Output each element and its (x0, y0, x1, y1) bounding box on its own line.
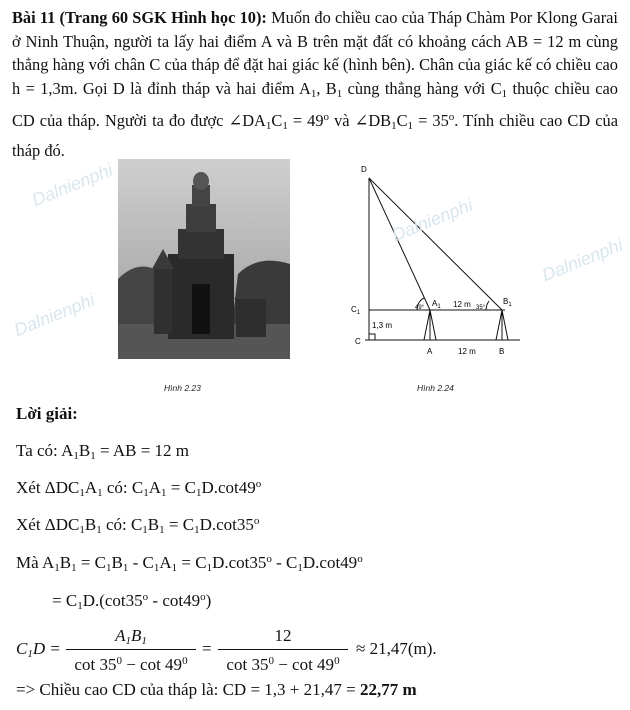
sub: 1 (310, 87, 317, 100)
watermark: Dalnienphi (29, 159, 116, 211)
solution-formula (14, 625, 614, 675)
solution-line-3: Xét $\Delta DC_1B_1$ có: $C_1B_1 = C_1D.\cot 35^o$ (16, 515, 260, 536)
label-a: A (427, 347, 433, 356)
degree: o (323, 111, 330, 124)
label-angle-b: 35° (476, 305, 486, 311)
problem-text: và ∠DB (329, 111, 392, 131)
final-answer: => Chiều cao CD của tháp là: CD = 1,3 + 21,47 = 22,77 m (16, 680, 417, 699)
label-bottom-length: 12 m (458, 347, 476, 356)
sub: 1 (265, 120, 272, 133)
fraction-1: $A_1B_1$ $\cot 35^0 - \cot 49^0$ (66, 625, 196, 674)
label-b: B (499, 347, 505, 356)
problem-text: = 49 (287, 111, 324, 131)
problem-text: C (271, 111, 283, 131)
problem-text: thuộc chiều cao CD của tháp. Người ta đo được ∠DA (12, 78, 618, 131)
solution-line-5: = $C_1D.(\cot 35^o - \cot 49^o)$ (52, 591, 212, 612)
sight-line-b1 (369, 178, 502, 310)
formula-approx: ≈ 21,47(m). (356, 639, 437, 658)
sub: 1 (407, 120, 414, 133)
watermark: Dalnienphi (539, 234, 626, 286)
solution-line-4: Mà $A_1B_1 = C_1B_1 - C_1A_1 = C_1D.\cot 35^o - C_1D.\cot 49^o$ (16, 553, 363, 574)
problem-text: Muốn đo chiều cao của Tháp Chàm Por Klong Garai ở Ninh Thuận, người ta lấy hai điểm A và B trên mặt đất có khoảng cách AB = 12 m cùng thẳng hàng với chân C của tháp để đặt hai giác kế (hình bên). Chân của giác kế có chiều cao h = 1,3m. Gọi D là đỉnh tháp và hai điểm A (12, 8, 618, 98)
label-height: 1,3 m (372, 321, 393, 330)
sub: 1 (501, 87, 508, 100)
watermark: Dalnienphi (11, 289, 98, 341)
sub: 1 (391, 120, 397, 133)
formula-eq: = (202, 639, 212, 658)
label-angle-a: 49° (415, 305, 425, 311)
label-top-length: 12 m (453, 300, 471, 309)
final-value: 22,77 m (359, 680, 417, 699)
formula-lhs: $C_1D$ = (16, 639, 61, 660)
photo-caption: Hình 2.23 (164, 383, 201, 393)
tower-photo (118, 159, 290, 359)
problem-text: cùng thẳng hàng với C (342, 78, 502, 98)
label-a1: $A_1$ (432, 299, 441, 310)
fraction-2: 12 $\cot 35^0 - \cot 49^0$ (218, 625, 348, 674)
problem-text: = 35 (413, 111, 449, 131)
watermark: Dalnienphi (389, 194, 476, 246)
problem-title: Bài 11 (Trang 60 SGK Hình học 10): (12, 8, 267, 27)
sub: 1 (282, 120, 288, 133)
problem-text: . Tính chiều cao CD của tháp đó. (12, 111, 618, 160)
problem-text: , B (316, 78, 337, 98)
sub: 1 (336, 87, 343, 100)
degree: o (448, 111, 455, 124)
problem-statement (12, 6, 618, 163)
solution-line-1: Ta có: $A_1B_1$ = AB = 12 m (16, 441, 190, 462)
tower-diagram (345, 158, 530, 368)
solution-heading: Lời giải: (16, 404, 78, 423)
solution-line-2: Xét $\Delta DC_1A_1$ có: $C_1A_1 = C_1D.\cot 49^o$ (16, 478, 262, 499)
label-b1: $B_1$ (503, 297, 512, 308)
label-d: D (361, 165, 367, 174)
label-c: C (355, 337, 361, 346)
label-c1: $C_1$ (351, 305, 361, 316)
diagram-caption: Hình 2.24 (417, 383, 454, 393)
problem-text: C (396, 111, 408, 131)
